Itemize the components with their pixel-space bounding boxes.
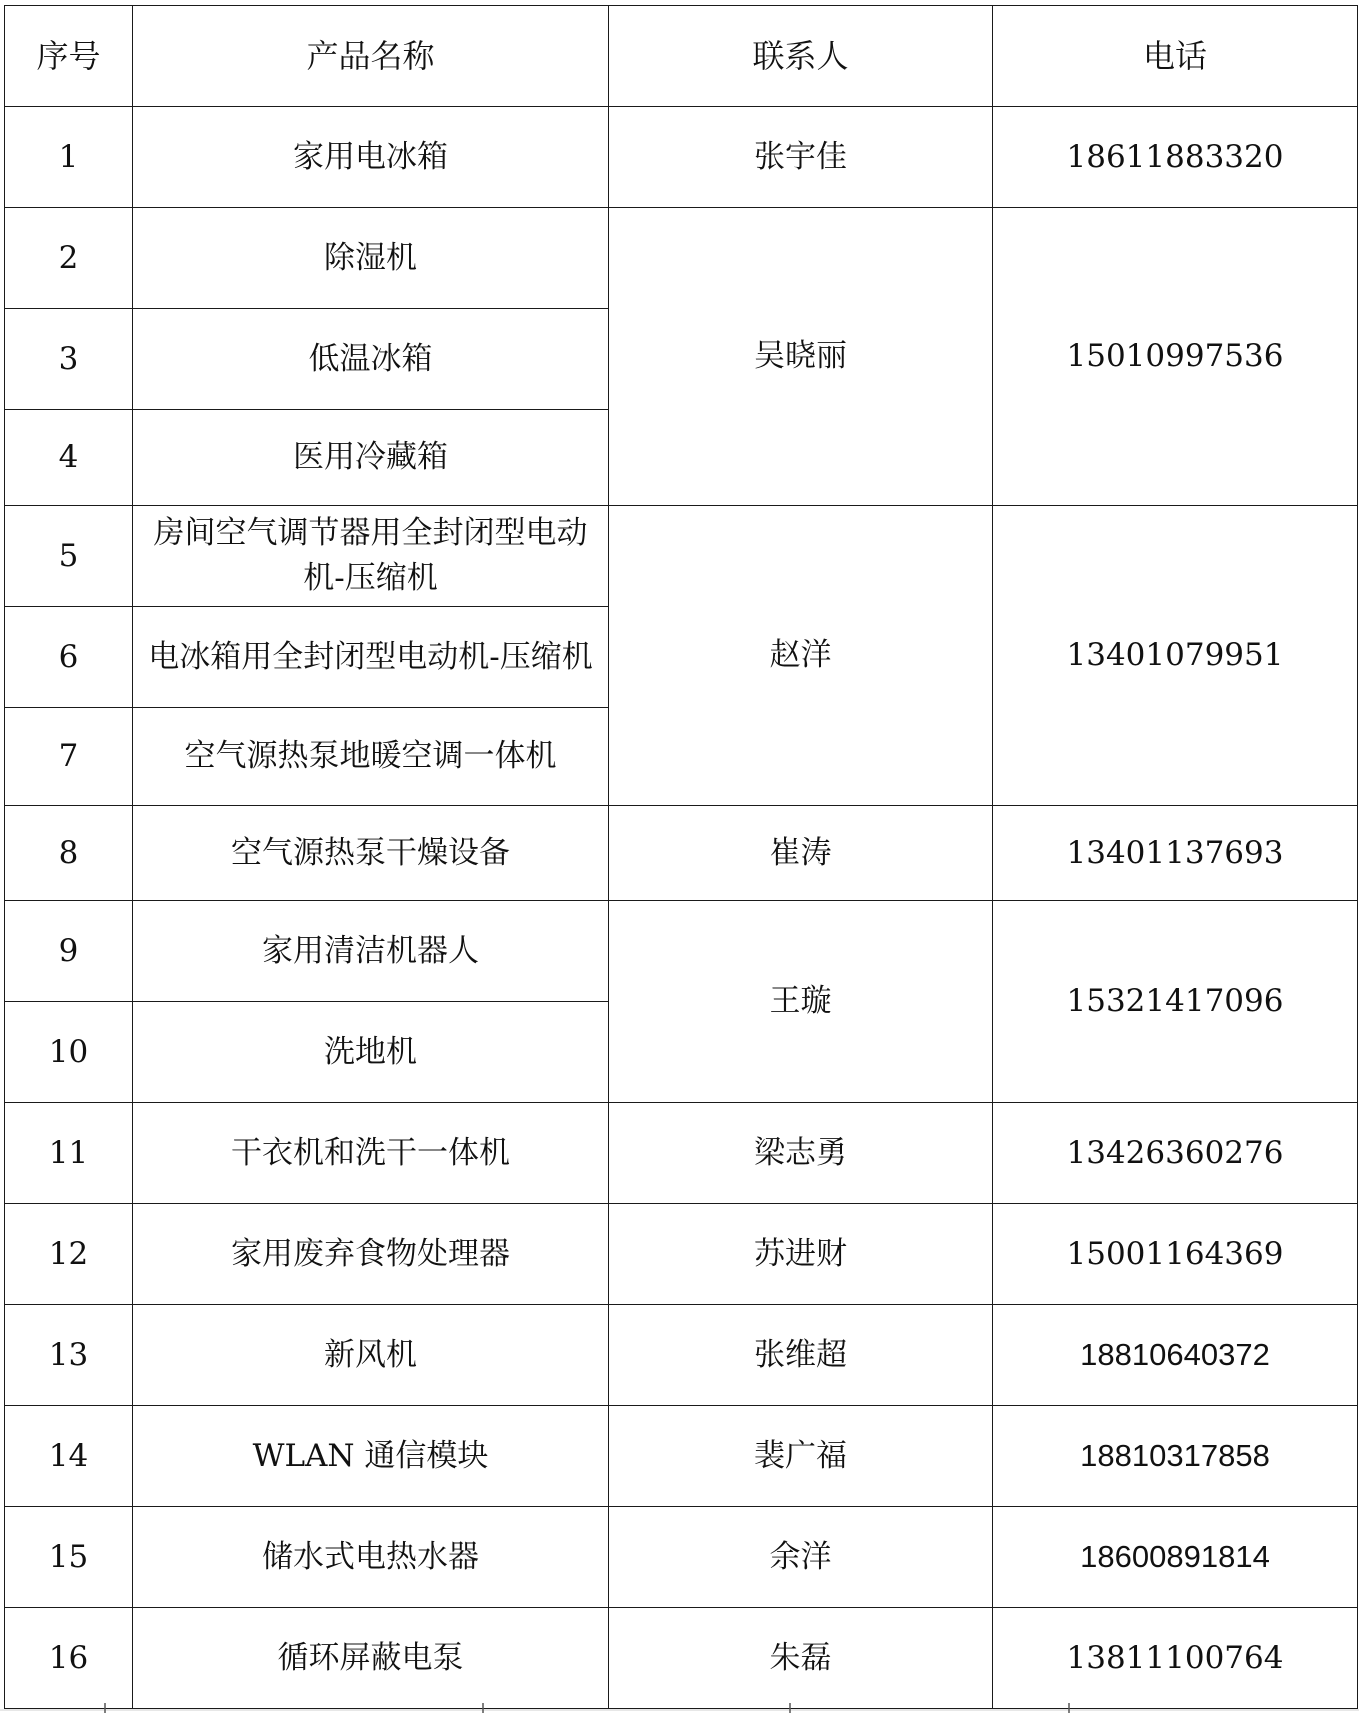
product-name: 房间空气调节器用全封闭型电动机-压缩机 <box>133 506 609 607</box>
row-index: 7 <box>5 708 133 806</box>
product-name: 医用冷藏箱 <box>133 410 609 506</box>
product-name: 空气源热泵干燥设备 <box>133 806 609 901</box>
table-row <box>5 1406 1358 1507</box>
product-name: 新风机 <box>133 1305 609 1406</box>
product-name: 电冰箱用全封闭型电动机-压缩机 <box>133 607 609 708</box>
phone-number: 15001164369 <box>993 1204 1358 1305</box>
row-index: 16 <box>5 1608 133 1709</box>
row-index: 5 <box>5 506 133 607</box>
table-row <box>5 1305 1358 1406</box>
row-index: 10 <box>5 1002 133 1103</box>
product-name: 低温冰箱 <box>133 309 609 410</box>
row-index: 14 <box>5 1406 133 1507</box>
phone-number: 18611883320 <box>993 107 1358 208</box>
phone-number: 15321417096 <box>993 901 1358 1103</box>
table-row <box>5 806 1358 901</box>
header-row <box>5 6 1358 107</box>
product-name: 除湿机 <box>133 208 609 309</box>
product-name: 储水式电热水器 <box>133 1507 609 1608</box>
header-contact: 联系人 <box>609 6 993 107</box>
product-name: 家用清洁机器人 <box>133 901 609 1002</box>
row-index: 9 <box>5 901 133 1002</box>
row-index: 8 <box>5 806 133 901</box>
phone-number: 18810317858 <box>993 1406 1358 1507</box>
phone-number: 13401079951 <box>993 506 1358 806</box>
contact-name: 吴晓丽 <box>609 208 993 506</box>
row-index: 3 <box>5 309 133 410</box>
header-product: 产品名称 <box>133 6 609 107</box>
row-index: 15 <box>5 1507 133 1608</box>
row-index: 1 <box>5 107 133 208</box>
product-name: WLAN 通信模块 <box>133 1406 609 1507</box>
phone-number: 13401137693 <box>993 806 1358 901</box>
row-index: 11 <box>5 1103 133 1204</box>
table-row <box>5 506 1358 607</box>
contact-name: 崔涛 <box>609 806 993 901</box>
product-name: 家用电冰箱 <box>133 107 609 208</box>
product-name: 干衣机和洗干一体机 <box>133 1103 609 1204</box>
product-name: 洗地机 <box>133 1002 609 1103</box>
contact-name: 梁志勇 <box>609 1103 993 1204</box>
contact-name: 裴广福 <box>609 1406 993 1507</box>
phone-number: 13426360276 <box>993 1103 1358 1204</box>
phone-number: 18600891814 <box>993 1507 1358 1608</box>
table-row <box>5 208 1358 309</box>
header-index: 序号 <box>5 6 133 107</box>
row-index: 4 <box>5 410 133 506</box>
contact-name: 张宇佳 <box>609 107 993 208</box>
table-row <box>5 1204 1358 1305</box>
row-index: 6 <box>5 607 133 708</box>
phone-number: 13811100764 <box>993 1608 1358 1709</box>
contact-name: 朱磊 <box>609 1608 993 1709</box>
contact-name: 余洋 <box>609 1507 993 1608</box>
phone-number: 18810640372 <box>993 1305 1358 1406</box>
contact-name: 张维超 <box>609 1305 993 1406</box>
product-name: 循环屏蔽电泵 <box>133 1608 609 1709</box>
table-row <box>5 107 1358 208</box>
row-index: 2 <box>5 208 133 309</box>
contact-table <box>4 5 1358 1709</box>
table-row <box>5 1507 1358 1608</box>
contact-name: 王璇 <box>609 901 993 1103</box>
header-phone: 电话 <box>993 6 1358 107</box>
contact-name: 苏进财 <box>609 1204 993 1305</box>
row-index: 13 <box>5 1305 133 1406</box>
row-index: 12 <box>5 1204 133 1305</box>
product-name: 空气源热泵地暖空调一体机 <box>133 708 609 806</box>
table-row <box>5 1608 1358 1709</box>
product-name: 家用废弃食物处理器 <box>133 1204 609 1305</box>
table-row <box>5 1103 1358 1204</box>
contact-name: 赵洋 <box>609 506 993 806</box>
phone-number: 15010997536 <box>993 208 1358 506</box>
table-row <box>5 901 1358 1002</box>
bottom-edge-marks <box>0 1701 1359 1715</box>
